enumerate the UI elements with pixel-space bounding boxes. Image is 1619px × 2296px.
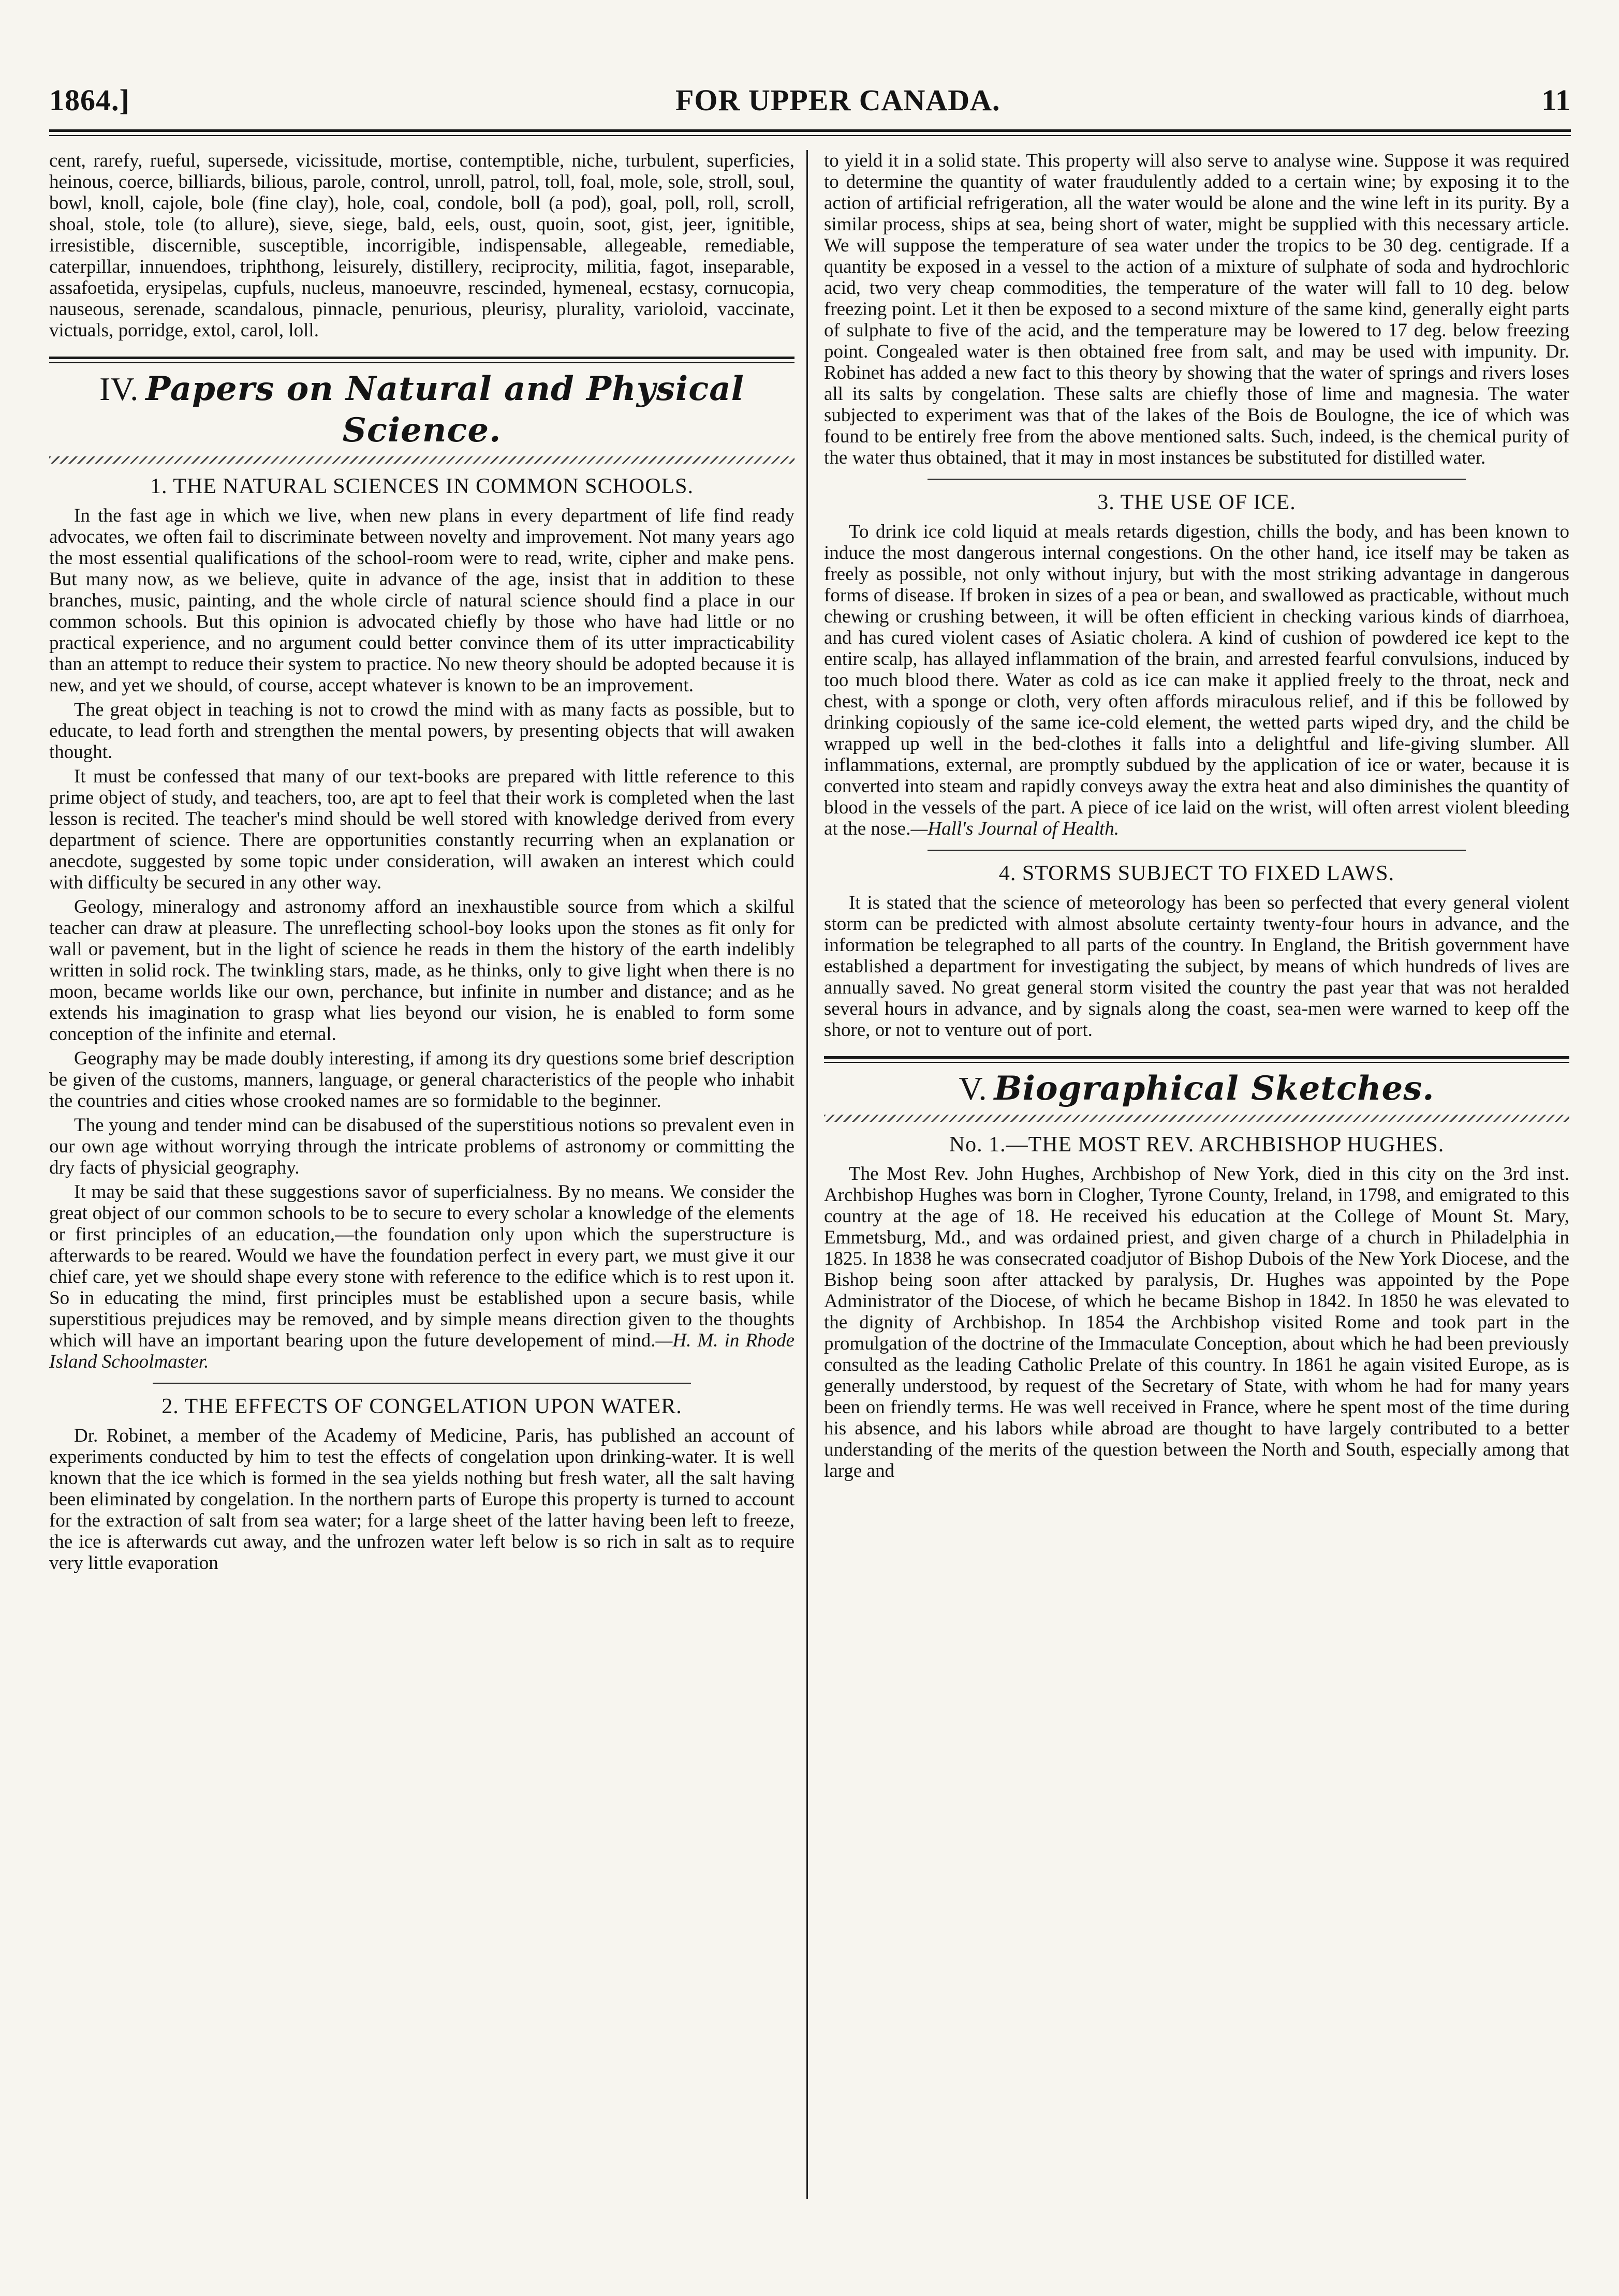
article-1-signature: —H. M. in Rhode Island Schoolmaster.	[49, 1330, 794, 1372]
wavy-rule	[49, 456, 794, 464]
article-1-paragraph: The young and tender mind can be disabused of the superstitious notions so prevalent even in our own age without worrying through the intricate problems of astronomy or committing the dry facts of physicial geography.	[49, 1115, 794, 1178]
section-iv-title: Papers on Natural and Physical Science.	[145, 369, 744, 450]
article-1-title: 1. THE NATURAL SCIENCES IN COMMON SCHOOLS.	[150, 475, 694, 498]
divider	[928, 479, 1466, 480]
article-2-paragraph: Dr. Robinet, a member of the Academy of Medicine, Paris, has published an account of experiments conducted by him to test the effects of congelation upon drinking-water. It is well known that the ice which is formed in the sea yields nothing but fresh water, all the salt having been eliminated by congelation. In the northern parts of Europe this property is turned to account for the extraction of salt from sea water; for a large sheet of the latter having been left to freeze, the ice is afterwards cut away, and the unfrozen water left below is so rich in salt as to require very little evaporation	[49, 1425, 794, 1574]
left-column	[49, 150, 794, 2203]
header-running-title: FOR UPPER CANADA.	[675, 83, 1000, 117]
divider	[928, 850, 1466, 851]
article-3-paragraph	[824, 521, 1569, 839]
section-v-title: Biographical Sketches.	[994, 1069, 1435, 1108]
article-3-text: To drink ice cold liquid at meals retards digestion, chills the body, and has been known to induce the most dangerous internal congestions. On the other hand, ice itself may be taken as freely as possible, not only without injury, but with the most striking advantage in dangerous forms of disease. If broken in sizes of a pea or bean, and swallowed as practicable, without much chewing or crushing between, it will be often efficient in checking various kinds of diarrhoea, and has cured violent cases of Asiatic cholera. A kind of cushion of powdered ice kept to the entire scalp, has allayed inflammation of the brain, and arrested fearful convulsions, induced by too much blood there. Water as cold as ice can make it applied freely to the throat, neck and chest, with a sponge or cloth, very often affords miraculous relief, and if this be followed by drinking copiously of the same ice-cold element, the wetted parts wiped dry, and the child be wrapped up well in the bed-clothes it falls into a delightful and life-giving slumber. All inflammations, external, are promptly subdued by the application of ice or water, because it is converted into steam and rapidly conveys away the extra heat and also diminishes the quantity of blood in the vessels of the part. A piece of ice laid on the wrist, will often arrest violent bleeding at the nose.	[824, 521, 1569, 839]
article-1-last-text: It may be said that these suggestions savor of superficialness. By no means. We consider the great object of our common schools to be to secure to every scholar a knowledge of the elements or first principles of an education,—the foundation only upon which the superstructure is afterwards to be reared. Would we have the foundation perfect in every part, we must give it our chief care, yet we should shape every stone with reference to the edifice which is to rest upon it. So in educating the mind, first principles must be established upon a secure basis, while superstitious prejudices may be removed, and by simple means direction given to the thoughts which will have an important bearing upon the future developement of mind.	[49, 1181, 794, 1351]
section-rule	[824, 1056, 1569, 1063]
section-rule	[49, 357, 794, 363]
article-2-title: 2. THE EFFECTS OF CONGELATION UPON WATER.	[161, 1395, 682, 1418]
article-3-signature: —Hall's Journal of Health.	[910, 818, 1120, 839]
article-1-paragraph	[49, 1181, 794, 1372]
article-2-continuation: to yield it in a solid state. This property will also serve to analyse wine. Suppose it was required to determine the quantity of water fraudulently added to a certain wine; by exposing it to the action of artificial refrigeration, all the water would be alone and the wine left in its purity. By a similar process, ships at sea, being short of water, might be supplied with this necessary article. We will suppose the temperature of sea water under the tropics to be 30 deg. centigrade. If a quantity be exposed in a vessel to the action of a mixture of sulphate of soda and hydrochloric acid, two very cheap commodities, the temperature of the water will fall to 10 deg. below freezing point. Let it then be exposed to a second mixture of the same kind, generally eight parts of sulphate to five of the acid, and the temperature may be lowered to 17 deg. below freezing point. Congealed water is then obtained free from salt, and may be used with impunity. Dr. Robinet has added a new fact to this theory by showing that the water of springs and rivers loses all its salts by congelation. These salts are chiefly those of lime and magnesia. The water subjected to experiment was that of the lakes of the Bois de Boulogne, the ice of which was found to be entirely free from the above mentioned salts. Such, indeed, is the chemical purity of the water thus obtained, that it may in most instances be substituted for distilled water.	[824, 150, 1569, 468]
section-v-heading	[824, 1068, 1569, 1109]
article-1-paragraph: It must be confessed that many of our text-books are prepared with little reference to this prime object of study, and teachers, too, are apt to feel that their work is completed when the last lesson is recited. The teacher's mind should be well stored with knowledge derived from every department of science. There are opportunities constantly recurring when an explanation or anecdote, suggested by some topic under consideration, will awaken an interest which could with difficulty be secured in any other way.	[49, 766, 794, 893]
article-5-title: No. 1.—THE MOST REV. ARCHBISHOP HUGHES.	[949, 1133, 1445, 1157]
wavy-rule	[824, 1115, 1569, 1122]
spelling-word-list: cent, rarefy, rueful, supersede, vicissitude, mortise, contemptible, niche, turbulent, superficies, heinous, coerce, billiards, bilious, parole, control, unroll, patrol, toll, foal, mole, sole, stroll, soul, bowl, knoll, cajole, bole (fine clay), hole, coal, condole, boll (a pod), goal, poll, roll, scroll, shoal, stole, tole (to allure), sieve, siege, bald, eels, oust, quoin, soot, gist, jeer, ignitible, irresistible, discernible, susceptible, incorrigible, indispensable, allegeable, remediable, caterpillar, innuendoes, triphthong, leisurely, distillery, reciprocity, militia, fagot, inseparable, assafoetida, erysipelas, cupfuls, nucleus, manoeuvre, rescinded, hymeneal, ecstasy, cornucopia, nauseous, serenade, scandalous, pinnacle, penurious, pleurisy, plurality, varioloid, vaccinate, victuals, porridge, extol, carol, loll.	[49, 150, 794, 341]
article-5-paragraph: The Most Rev. John Hughes, Archbishop of New York, died in this city on the 3rd inst. Archbishop Hughes was born in Clogher, Tyrone County, Ireland, in 1798, and emigrated to this country at the age of 18. He received his education at the College of Mount St. Mary, Emmetsburg, Md., and was ordained priest, and given charge of a church in Philadelphia in 1825. In 1838 he was consecrated coadjutor of Bishop Dubois of the New York Diocese, and the Bishop being soon after attacked by paralysis, Dr. Hughes was appointed by the Pope Administrator of the Diocese, of which he became Bishop in 1842. In 1850 he was elevated to the dignity of Archbishop. In 1854 the Archbishop visited Rome and took part in the promulgation of the doctrine of the Immaculate Conception, about which he had been previously consulted as the leading Catholic Prelate of this country. In 1861 he again visited Europe, as is generally understood, by request of the Secretary of State, with whom he had for many years been on friendly terms. He was well received in France, where he spent most of the time during his absence, and his labors while abroad are thought to have largely contributed to a better understanding of the merits of the question between the North and South, especially among that large and	[824, 1163, 1569, 1482]
column-divider	[806, 150, 808, 2199]
header-page-number: 11	[1541, 83, 1571, 117]
article-1-paragraph: The great object in teaching is not to crowd the mind with as many facts as possible, but to educate, to lead forth and strengthen the mental powers, by presenting objects that will awaken thought.	[49, 699, 794, 763]
article-4-title: 4. STORMS SUBJECT TO FIXED LAWS.	[998, 862, 1395, 885]
header-rule	[49, 129, 1571, 136]
article-1-paragraph: Geography may be made doubly interesting, if among its dry questions some brief description be given of the customs, manners, language, or general characteristics of the people who inhabit the countries and cities whose crooked names are so formidable to the beginner.	[49, 1048, 794, 1112]
running-header	[49, 78, 1571, 129]
article-4-paragraph: It is stated that the science of meteorology has been so perfected that every general violent storm can be predicted with almost absolute certainty twenty-four hours in advance, and the information be telegraphed to all parts of the country. In England, the British government have established a department for investigating the subject, by means of which hundreds of lives are annually saved. No great general storm visited the country the past year that was not heralded several hours in advance, and by signals along the coast, sea-men were warned to keep off the shore, or not to venture out of port.	[824, 892, 1569, 1041]
section-v-numeral: V.	[959, 1070, 987, 1107]
section-iv-numeral: IV.	[99, 371, 139, 407]
article-1-paragraph: Geology, mineralogy and astronomy afford an inexhaustible source from which a skilful teacher can draw at pleasure. The unreflecting school-boy looks upon the stones as fit only for wall or pavement, but in the light of science he reads in them the history of the earth indelibly written in solid rock. The twinkling stars, made, as he thinks, only to give light when there is no moon, became worlds like our own, perchance, but infinite in number and distance; and as he extends his imagination to grasp what lies beyond our vision, he is enabled to form some conception of the infinite and eternal.	[49, 896, 794, 1045]
section-iv-heading	[49, 368, 794, 451]
right-column	[824, 150, 1569, 2203]
article-1-paragraph: In the fast age in which we live, when new plans in every department of life find ready advocates, we often fail to discriminate between novelty and improvement. Not many years ago the most essential qualifications of the school-room were to read, write, cipher and make pens. But many now, as we believe, quite in advance of the age, insist that in addition to these branches, music, painting, and the whole circle of natural science should find a place in our common schools. But this opinion is advocated chiefly by those who have had little or no practical experience, and no argument could better convince them of its utter impracticability than an attempt to reduce their system to practice. No new theory should be adopted because it is new, and yet we should, of course, accept whatever is known to be an improvement.	[49, 505, 794, 696]
article-3-title: 3. THE USE OF ICE.	[1097, 491, 1296, 514]
divider	[153, 1383, 691, 1384]
header-year: 1864.]	[49, 83, 130, 117]
